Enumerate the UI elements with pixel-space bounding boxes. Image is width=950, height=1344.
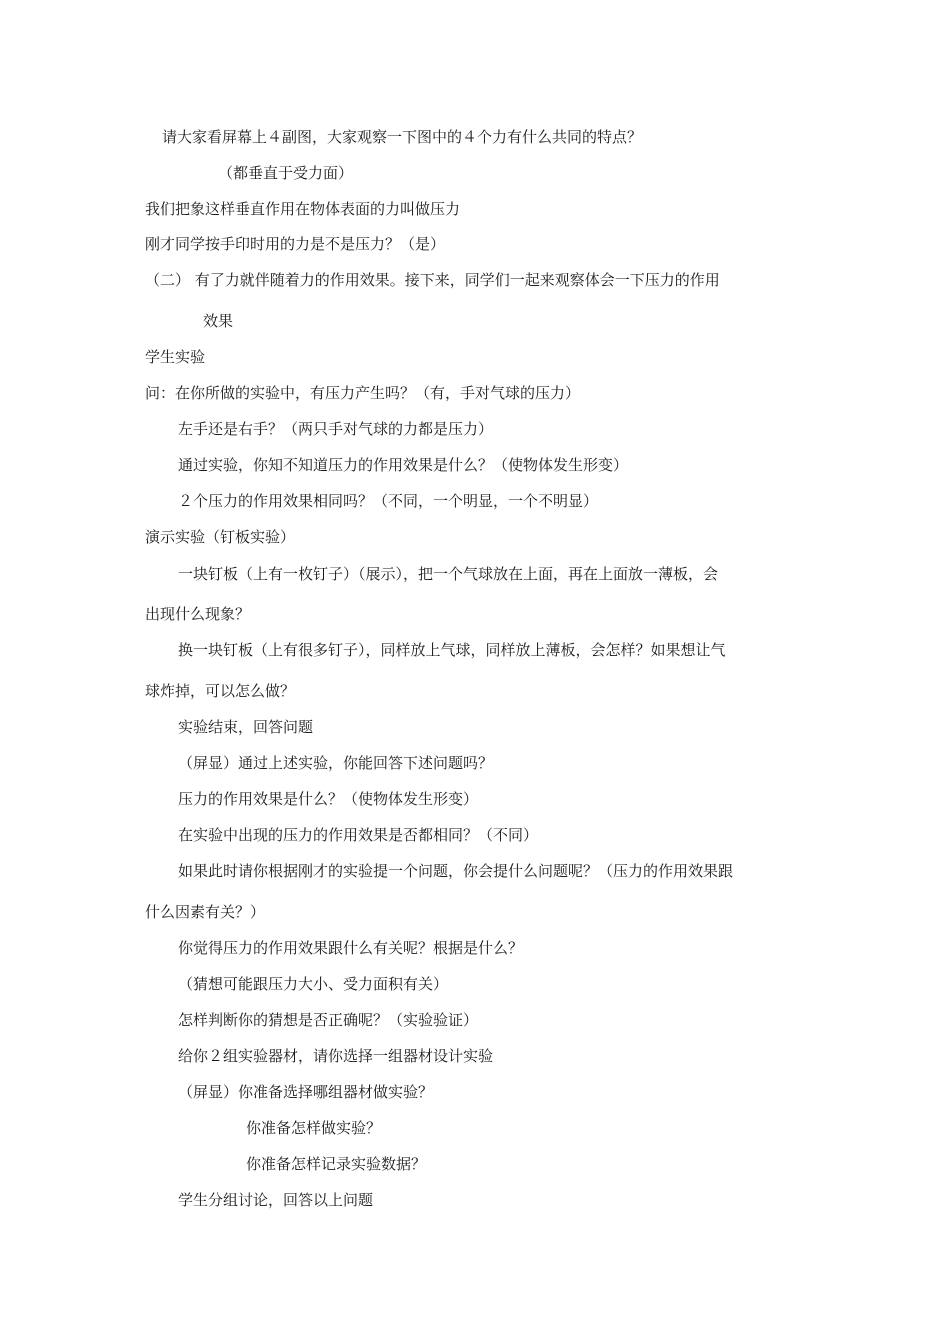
text-line: 换一块钉板（上有很多钉子），同样放上气球，同样放上薄板，会怎样？如果想让气 [178,641,726,659]
text-line: 我们把象这样垂直作用在物体表面的力叫做压力 [145,200,461,218]
text-line: 请大家看屏幕上４副图，大家观察一下图中的４个力有什么共同的特点？ [162,128,643,146]
text-line: ２个压力的作用效果相同吗？（不同，一个明显，一个不明显） [178,492,599,510]
text-line: 一块钉板（上有一枚钉子）（展示），把一个气球放在上面，再在上面放一薄板，会 [178,565,719,583]
text-line: 效果 [203,312,234,330]
text-line: 问：在你所做的实验中，有压力产生吗？（有，手对气球的压力） [145,384,581,402]
text-line: 你觉得压力的作用效果跟什么有关呢？根据是什么？ [178,939,524,957]
text-line: 实验结束，回答问题 [178,718,314,736]
text-line: 你准备怎样记录实验数据？ [246,1155,427,1173]
text-line: （猜想可能跟压力大小、受力面积有关） [178,975,449,993]
text-line: 给你２组实验器材，请你选择一组器材设计实验 [178,1047,494,1065]
text-line: 球炸掉，可以怎么做？ [145,682,296,700]
text-line: （二） 有了力就伴随着力的作用效果。接下来，同学们一起来观察体会一下压力的作用 [145,271,720,289]
text-line: 在实验中出现的压力的作用效果是否都相同？（不同） [178,826,539,844]
text-line: 怎样判断你的猜想是否正确呢？（实验验证） [178,1011,479,1029]
text-line: （屏显）你准备选择哪组器材做实验？ [178,1083,434,1101]
text-line: 压力的作用效果是什么？（使物体发生形变） [178,790,479,808]
text-line: 学生分组讨论，回答以上问题 [178,1191,374,1209]
text-line: 演示实验（钉板实验） [145,528,296,546]
text-line: （屏显）通过上述实验，你能回答下述问题吗？ [178,754,494,772]
text-line: 刚才同学按手印时用的力是不是压力？（是） [145,235,446,253]
text-line: 出现什么现象？ [145,605,251,623]
text-line: 学生实验 [145,348,206,366]
text-line: 如果此时请你根据刚才的实验提一个问题，你会提什么问题呢？（压力的作用效果跟 [178,862,734,880]
text-line: （都垂直于受力面） [218,164,354,182]
text-line: 你准备怎样做实验？ [246,1119,382,1137]
text-line: 什么因素有关？） [145,903,266,921]
text-line: 通过实验，你知不知道压力的作用效果是什么？（使物体发生形变） [178,456,629,474]
text-line: 左手还是右手？（两只手对气球的力都是压力） [178,420,494,438]
